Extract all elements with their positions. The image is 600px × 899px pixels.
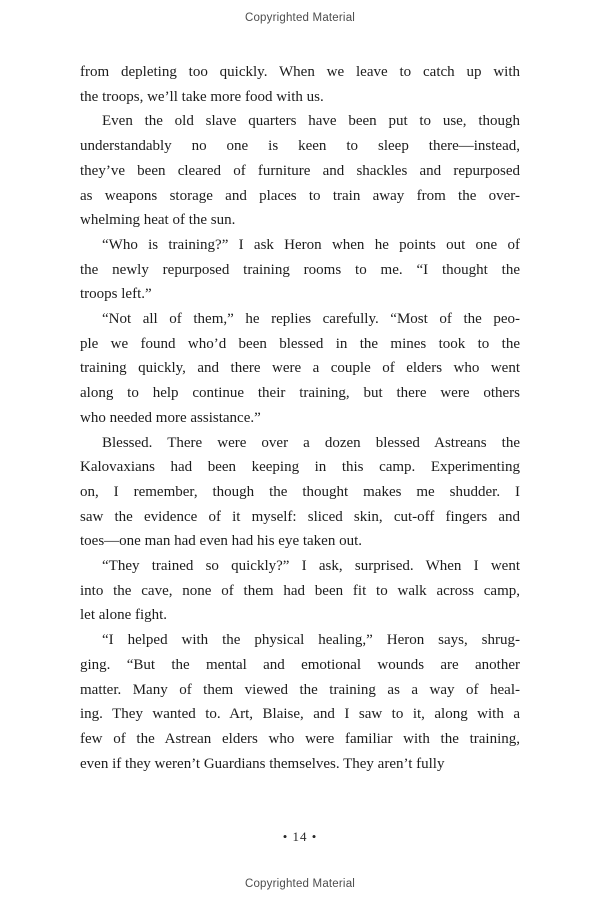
paragraph — [80, 233, 520, 307]
text-line: Kalovaxians had been keeping in this camp. Experimenting — [80, 459, 520, 476]
page-number: • 14 • — [282, 829, 318, 844]
text-line: saw the evidence of it myself: sliced skin, cut-off fingers and — [80, 508, 520, 525]
text-line: “Who is training?” I ask Heron when he points out one of — [102, 236, 520, 253]
paragraph — [80, 60, 520, 109]
text-line: they’ve been cleared of furniture and shackles and repurposed — [80, 162, 520, 179]
body-text-block — [80, 60, 520, 776]
text-line: ging. “But the mental and emotional wounds are another — [80, 656, 520, 673]
paragraph — [80, 554, 520, 628]
text-line: troops left.” — [80, 286, 152, 303]
text-line: training quickly, and there were a couple of elders who went — [80, 360, 520, 377]
text-line: let alone fight. — [80, 607, 168, 624]
text-line: Blessed. There were over a dozen blessed Astreans the — [102, 434, 520, 451]
text-line: along to help continue their training, but there were others — [80, 385, 520, 402]
text-line: toes—one man had even had his eye taken out. — [80, 533, 362, 550]
text-line: into the cave, none of them had been fit to walk across camp, — [80, 582, 520, 599]
copyright-notice-bottom: Copyrighted Material — [244, 878, 356, 890]
text-line: Even the old slave quarters have been put to use, though — [102, 113, 520, 130]
text-line: few of the Astrean elders who were familiar with the training, — [80, 730, 520, 747]
text-line: matter. Many of them viewed the training as a way of heal- — [80, 681, 520, 698]
copyright-notice-top: Copyrighted Material — [244, 12, 356, 24]
text-line: the troops, we’ll take more food with us. — [80, 88, 324, 105]
text-line: whelming heat of the sun. — [80, 212, 236, 229]
text-line: even if they weren’t Guardians themselves. They aren’t fully — [80, 755, 445, 772]
text-line: as weapons storage and places to train away from the over- — [80, 187, 520, 204]
paragraph — [80, 431, 520, 555]
text-line: ing. They wanted to. Art, Blaise, and I saw to it, along with a — [80, 706, 520, 723]
text-line: the newly repurposed training rooms to me. “I thought the — [80, 261, 520, 278]
text-line: ple we found who’d been blessed in the mines took to the — [80, 335, 520, 352]
text-line: “They trained so quickly?” I ask, surprised. When I went — [102, 558, 520, 575]
text-line: “I helped with the physical healing,” Heron says, shrug- — [102, 632, 520, 649]
text-line: from depleting too quickly. When we leave to catch up with — [80, 64, 520, 80]
text-line: “Not all of them,” he replies carefully. “Most of the peo- — [102, 311, 520, 328]
paragraph — [80, 628, 520, 776]
paragraph — [80, 307, 520, 431]
text-line: understandably no one is keen to sleep there—instead, — [80, 138, 520, 155]
text-line: on, I remember, though the thought makes me shudder. I — [80, 483, 520, 500]
paragraph — [80, 109, 520, 233]
text-line: who needed more assistance.” — [80, 409, 261, 426]
